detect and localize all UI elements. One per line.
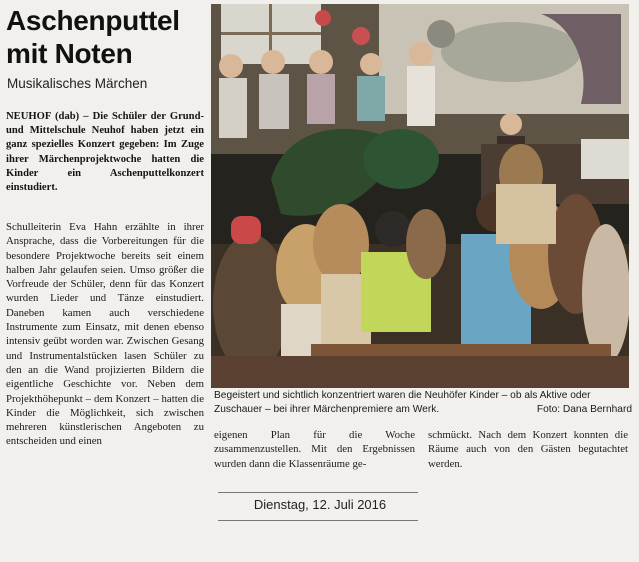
headline-line-1: Aschenputtel	[6, 5, 180, 36]
dateline: Dienstag, 12. Juli 2016	[253, 497, 387, 512]
article-body-column-2: eigenen Plan für die Woche zusammenzustellen. Mit den Ergebnissen wurden dann die Klassenräume ge-	[214, 429, 415, 470]
concert-photo	[211, 4, 629, 388]
article-subheadline: Musikalisches Märchen	[7, 76, 148, 91]
article-body-column-1: Schulleiterin Eva Hahn erzählte in ihrer Ansprache, dass die Vorbereitungen für die besondere Projektwoche bereits seit einem halben Jahr gelaufen seien. Umso größer die Vorfreude der Schüler, denn für das Konzert wurden Lieder und Tänze einstudiert. Daneben kamen auch verschiedene Instrumente zum Einsatz, mit denen ebenso intensiv geübt worden war. Zwischen Gesang und Instrumentalstücken lasen Schüler zu den an die Wand projizierten Bildern die eigentliche Geschichte vor. Neben dem Projekthöhepunkt – dem Konzert – hatten die Kinder die Möglichkeit, sich zwischen mehreren künstlerischen Angeboten zu entscheiden und einen	[6, 221, 204, 448]
dateline-rule-bottom	[218, 520, 418, 521]
concert-photo-illustration	[211, 4, 629, 388]
photo-caption	[214, 389, 632, 416]
headline-line-2: mit Noten	[6, 38, 133, 69]
dateline-rule-top	[218, 492, 418, 493]
article-lead: NEUHOF (dab) – Die Schüler der Grund- und Mittelschule Neuhof haben jetzt ein ganz spezielles Konzert gegeben: Im Zuge ihrer Märchenprojektwoche hatten die Kinder ein Aschenputtelkonzert einstudiert.	[6, 111, 204, 194]
article-body-column-3: schmückt. Nach dem Konzert konnten die Räume auch von den Gästen begutachtet werden.	[428, 429, 628, 470]
article-headline	[6, 4, 206, 70]
photo-credit: Foto: Dana Bernhard	[536, 403, 632, 415]
photo-caption-text: Begeistert und sichtlich konzentriert waren die Neuhöfer Kinder – ob als Aktive oder Zuschauer – bei ihrer Märchenpremiere am Werk.	[214, 390, 591, 415]
